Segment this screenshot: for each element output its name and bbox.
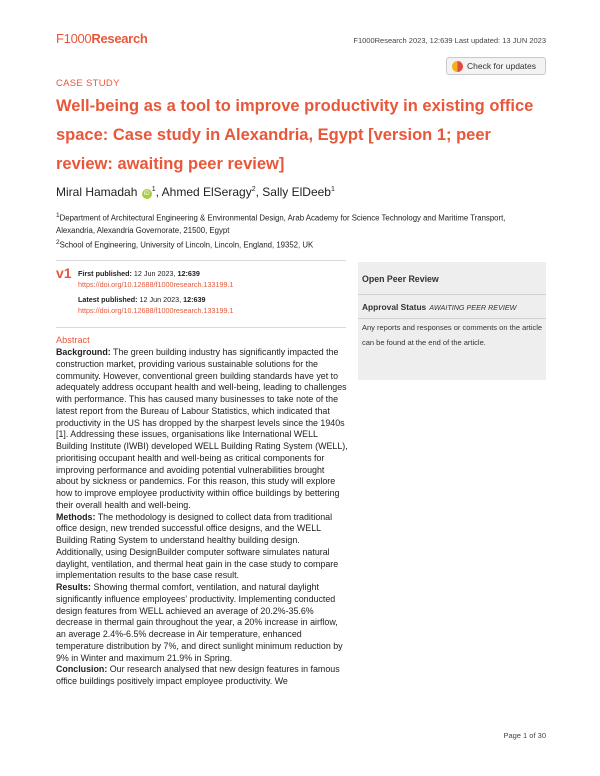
- doi-link[interactable]: https://doi.org/10.12688/f1000research.133199.1: [78, 280, 234, 289]
- peer-review-title: Open Peer Review: [362, 274, 439, 284]
- author-name[interactable]: Sally ElDeeb: [262, 185, 331, 199]
- divider: [56, 260, 346, 261]
- approval-value: AWAITING PEER REVIEW: [429, 303, 517, 312]
- affiliation: $^1$Department of Architectural Engineering & Environmental Design, Arab Academy for Science Technology and Maritime Transport, Alexandria, Alexandria Governorate, 21500, Egypt: [56, 212, 506, 235]
- article-title: Well-being as a tool to improve productivity in existing office space: Case study in Alexandria, Egypt [version 1; peer review: awaiting peer review]: [56, 97, 534, 173]
- divider: [56, 327, 346, 328]
- approval-status: Approval Status AWAITING PEER REVIEW: [362, 302, 517, 312]
- divider: [358, 318, 546, 319]
- abstract-section: Results: Showing thermal comfort, ventilation, and natural daylight significantly influence employees’ productivity. Implementing conducted design features from WELL achieved an average of 20.2%-35.6% decrease in thermal gain throughout the year, a 20% increase in airflow, an average 2.4%-6.5% decrease in Air temperature, enhanced temperature distribution by 7%, and direct sunlight minimum reduction by 9% in Winter and maximum 21.9% in Spring.: [56, 582, 343, 663]
- abstract-section: Conclusion: Our research analysed that new design features in famous office buildings positively impact employee productivity. We: [56, 664, 340, 686]
- publication-info: First published: 12 Jun 2023, 12:639 https://doi.org/10.12688/f1000research.133199.1 Latest published: 12 Jun 2023, 12:639 https://doi.org/10.12688/f1000research.133199.1: [78, 269, 234, 315]
- check-updates-label: Check for updates: [467, 61, 536, 71]
- running-head: F1000Research 2023, 12:639 Last updated: 13 JUN 2023: [353, 36, 546, 45]
- abstract-section: Background: The green building industry has significantly impacted the construction market, providing various sustainable solutions for the community. However, conventional green building standards have yet to adequately address occupant health and well-being, leading to challenges with performance. This has caused many businesses to take note of the latest report from the Bureau of Labour Statistics, which indicated that productivity in the US has dropped by the sharpest levels since the 1940s [1]. Addressing these issues, organisations like International WELL Building Institute (IWBI) developed WELL Building Rating System (WELL), prioritising occupant health and well-being as critical components for improving performance and avoiding potential vulnerabilities brought about by sickness or pandemics. For this reason, this study will explore how to improve employee productivity within office buildings by bettering their overall health and well-being.: [56, 347, 348, 510]
- affiliation: $^2$School of Engineering, University of Lincoln, Lincoln, England, 19352, UK: [56, 238, 314, 250]
- check-for-updates-button[interactable]: [446, 57, 546, 75]
- abstract-body: [56, 347, 348, 688]
- affiliations: [56, 210, 546, 251]
- author-list: Miral Hamadah $iD^1$, Ahmed ElSeragy$^2$, Sally ElDeeb$^1$: [56, 185, 335, 199]
- divider: [358, 294, 546, 295]
- orcid-icon[interactable]: iD: [142, 189, 152, 199]
- check-updates-icon: [452, 61, 463, 72]
- peer-review-note: Any reports and responses or comments on the article can be found at the end of the article.: [362, 323, 543, 347]
- page-number: Page 1 of 30: [503, 731, 546, 740]
- abstract-heading: Abstract: [56, 335, 90, 345]
- abstract-section: Methods: The methodology is designed to collect data from traditional office design, new trended successful office designs, and the WELL Building Rating System to understand healthy building design. Additionally, using DesignBuilder computer software simulates natural daylight, ventilation, and thermal heat gain in the case study to compare implementation results to the base case result.: [56, 511, 339, 581]
- journal-logo: F1000Research: [56, 31, 148, 46]
- peer-review-panel: [358, 262, 546, 380]
- doi-link[interactable]: https://doi.org/10.12688/f1000research.133199.1: [78, 306, 234, 315]
- version-label: v1: [56, 265, 72, 281]
- author-name[interactable]: Miral Hamadah: [56, 185, 138, 199]
- article-type: CASE STUDY: [56, 78, 120, 89]
- author-name[interactable]: Ahmed ElSeragy: [161, 185, 252, 199]
